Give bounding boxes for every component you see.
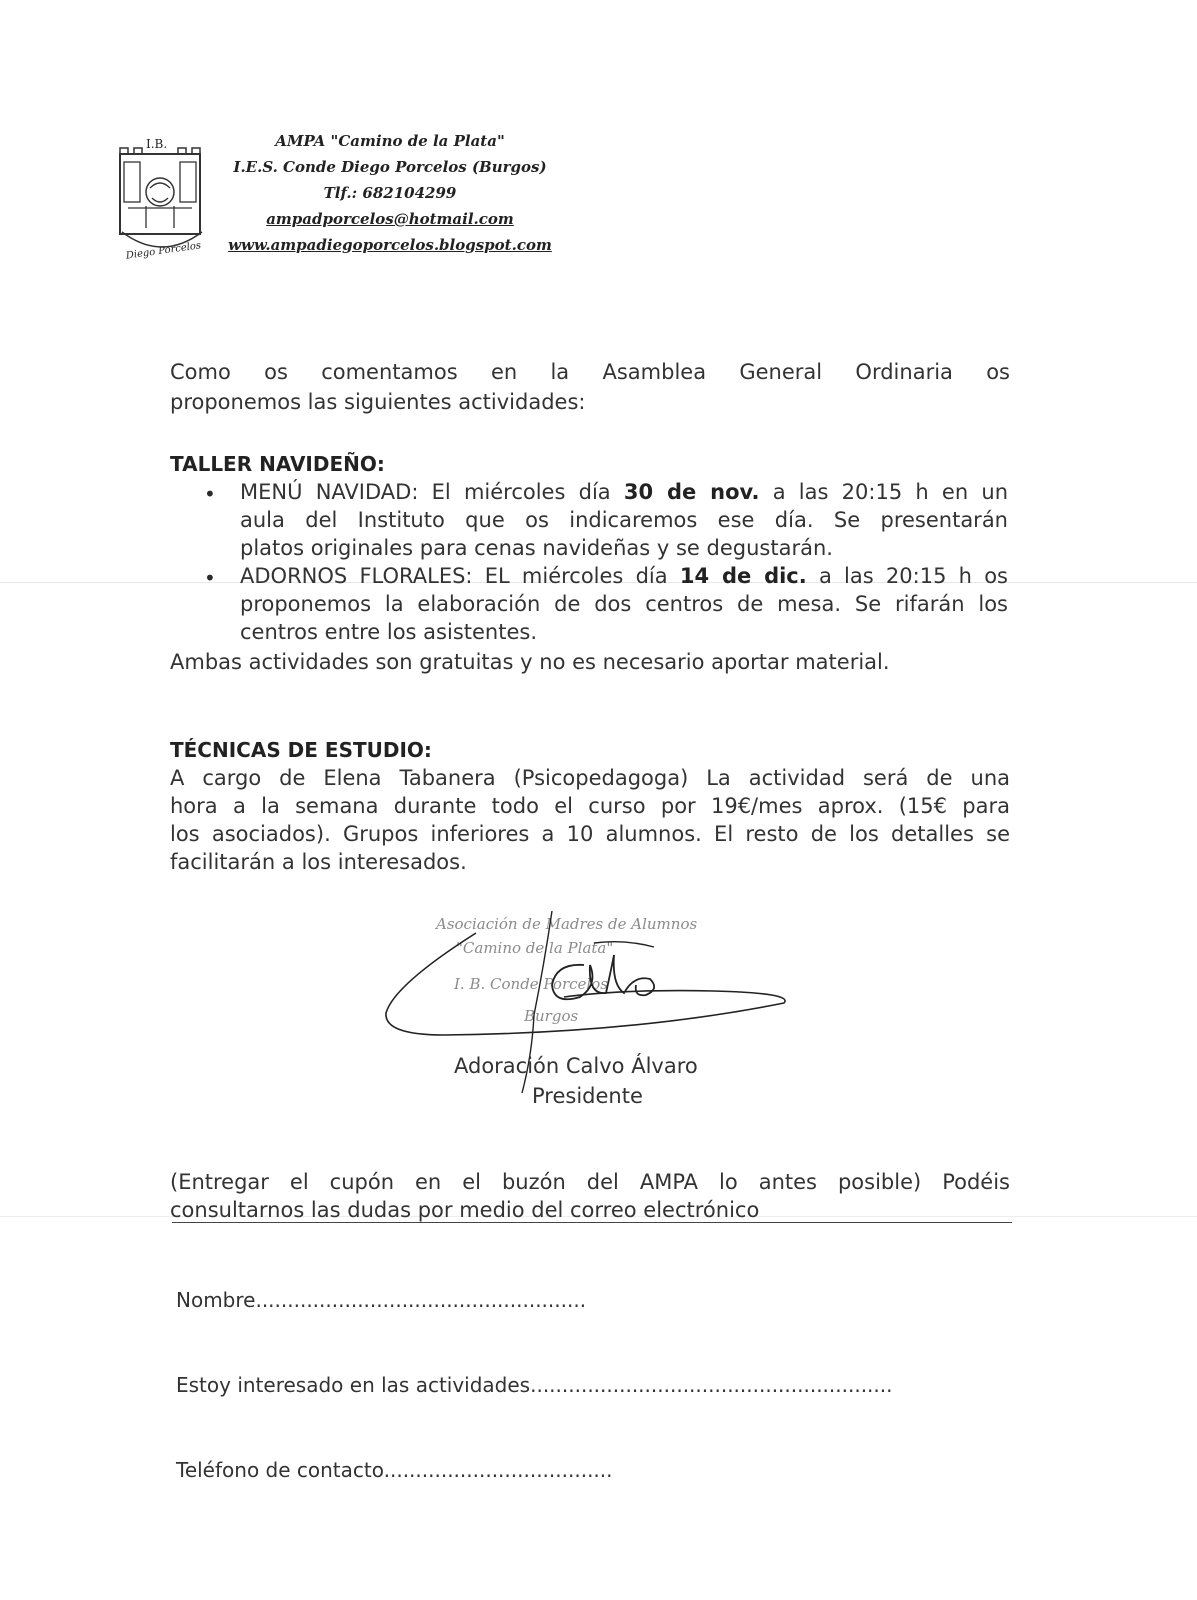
signer-name: Adoración Calvo Álvaro (454, 1054, 698, 1078)
intro-line-1: Como os comentamos en la Asamblea General Ordinaria os (170, 360, 1010, 384)
taller-item2-line1 (240, 562, 1008, 590)
item1-text-c: a las 20:15 h en un (759, 480, 1009, 504)
field-telefono-label: Teléfono de contacto (176, 1458, 384, 1482)
stamp-line-2: "Camino de la Plata" (456, 939, 614, 957)
field-nombre[interactable] (176, 1288, 586, 1312)
taller-item2-line2: proponemos la elaboración de dos centros de mesa. Se rifarán los (240, 592, 1008, 616)
tecnicas-heading: TÉCNICAS DE ESTUDIO: (170, 738, 432, 762)
stamp-line-3: I. B. Conde Porcelos (454, 975, 608, 993)
item1-date: 30 de nov. (623, 480, 760, 504)
school-name: I.E.S. Conde Diego Porcelos (Burgos) (233, 158, 547, 176)
item2-date: 14 de dic. (679, 564, 807, 588)
taller-item1-line1 (240, 478, 1008, 506)
tecnicas-line4: facilitarán a los interesados. (170, 850, 467, 874)
phone: Tlf.: 682104299 (323, 184, 457, 202)
logo-text-top: I.B. (146, 137, 168, 151)
item2-text-a: ADORNOS FLORALES: EL miércoles día (240, 564, 680, 588)
taller-item1-line2: aula del Instituto que os indicaremos ese día. Se presentarán (240, 508, 1008, 532)
field-interes-dots: ......................................................... (530, 1373, 893, 1397)
tecnicas-line2: hora a la semana durante todo el curso por 19€/mes aprox. (15€ para (170, 794, 1010, 818)
field-interes[interactable] (176, 1373, 892, 1397)
taller-item2-line3: centros entre los asistentes. (240, 620, 537, 644)
email: ampadporcelos@hotmail.com (266, 210, 514, 228)
org-name: AMPA "Camino de la Plata" (275, 132, 505, 150)
stamp-line-1: Asociación de Madres de Alumnos (436, 915, 698, 933)
website: www.ampadiegoporcelos.blogspot.com (228, 236, 552, 254)
field-telefono-dots: .................................... (383, 1458, 613, 1482)
field-telefono[interactable] (176, 1458, 613, 1482)
signer-role: Presidente (532, 1084, 643, 1108)
coupon-line-1: (Entregar el cupón en el buzón del AMPA lo antes posible) Podéis (170, 1170, 1010, 1194)
letterhead (210, 128, 570, 258)
taller-item1-line3: platos originales para cenas navideñas y se degustarán. (240, 536, 833, 560)
item1-text-a: MENÚ NAVIDAD: El miércoles día (240, 480, 624, 504)
coupon-line-2: consultarnos las dudas por medio del correo electrónico (170, 1198, 760, 1222)
taller-heading: TALLER NAVIDEÑO: (170, 452, 385, 476)
school-logo (114, 136, 206, 264)
field-interes-label: Estoy interesado en las actividades (176, 1373, 531, 1397)
bullet-icon: • (204, 566, 216, 590)
field-nombre-label: Nombre (176, 1288, 256, 1312)
tecnicas-line1: A cargo de Elena Tabanera (Psicopedagoga) La actividad será de una (170, 766, 1010, 790)
tecnicas-line3: los asociados). Grupos inferiores a 10 alumnos. El resto de los detalles se (170, 822, 1010, 846)
taller-closing: Ambas actividades son gratuitas y no es necesario aportar material. (170, 650, 890, 674)
field-nombre-dots: .................................................... (255, 1288, 587, 1312)
logo-text-bottom: Diego Porcelos (125, 240, 202, 262)
stamp-line-4: Burgos (524, 1007, 579, 1025)
coupon-divider (172, 1222, 1012, 1223)
intro-line-2: proponemos las siguientes actividades: (170, 390, 586, 414)
item2-text-c: a las 20:15 h os (806, 564, 1008, 588)
bullet-icon: • (204, 482, 216, 506)
